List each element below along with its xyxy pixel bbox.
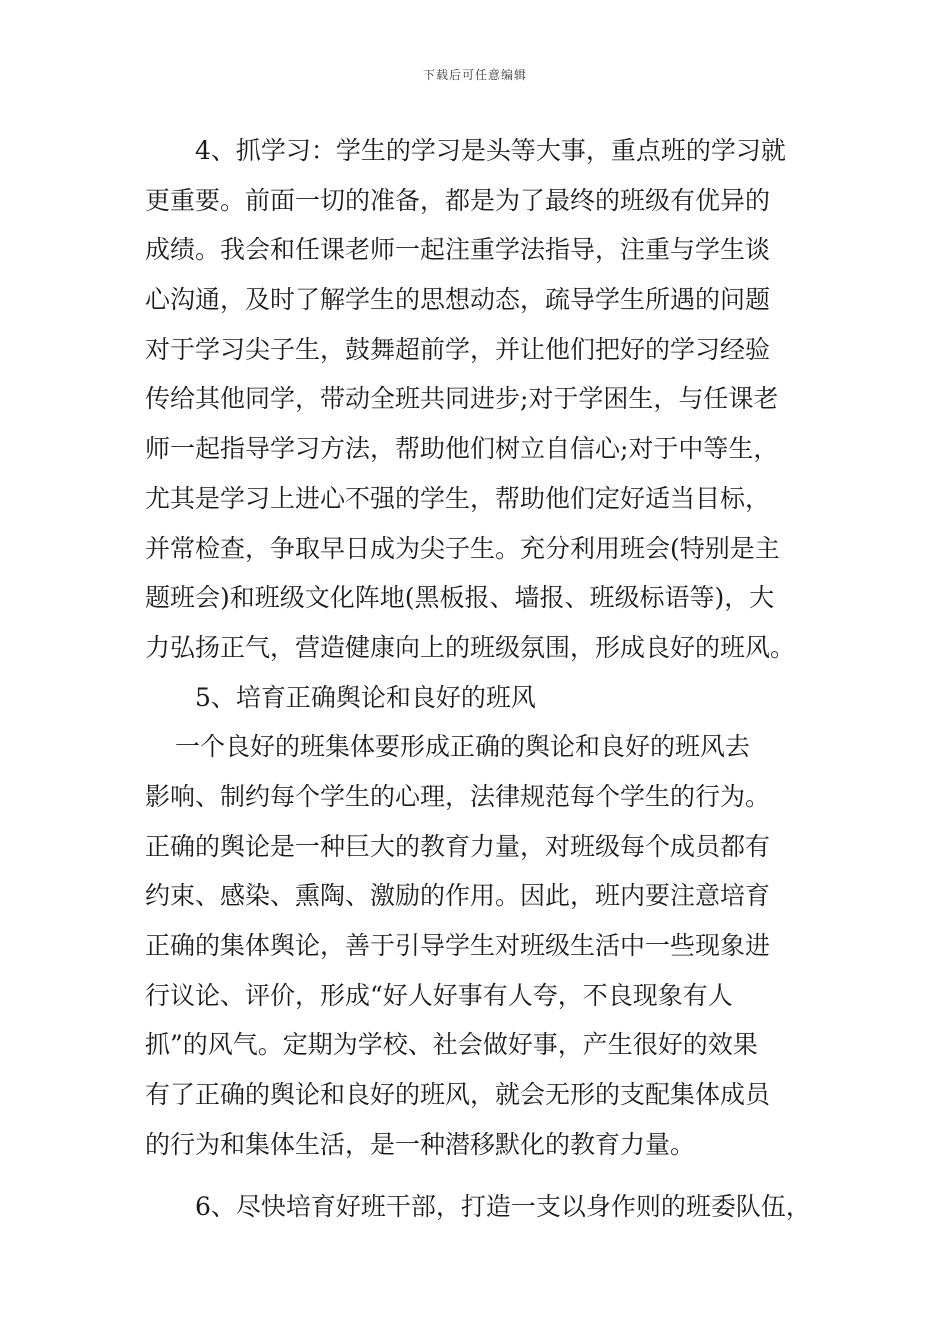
text-line: 心沟通，及时了解学生的思想动态，疏导学生所遇的问题 [145,285,771,315]
text-line: 传给其他同学，带动全班共同进步;对于学困生，与任课老 [145,384,779,414]
text-line: 更重要。前面一切的准备，都是为了最终的班级有优异的 [145,185,771,215]
text-line: 尤其是学习上进心不强的学生，帮助他们定好适当目标， [145,483,771,513]
section-heading-6: 6、尽快培育好班干部，打造一支以身作则的班委队伍， [195,1192,811,1222]
text-line: 成绩。我会和任课老师一起注重学法指导，注重与学生谈 [145,235,771,265]
text-line: 的行为和集体生活，是一种潜移默化的教育力量。 [145,1129,696,1159]
page-header: 下载后可任意编辑 [422,68,527,82]
text-line: 影响、制约每个学生的心理，法律规范每个学生的行为。 [145,781,771,811]
text-line: 行议论、评价，形成“好人好事有人夸，不良现象有人 [145,980,733,1010]
paragraph-spacer [145,1169,835,1182]
text-line: 师一起指导学习方法，帮助他们树立自信心;对于中等生， [145,434,779,464]
section-heading-5: 5、培育正确舆论和良好的班风 [195,682,536,712]
text-line: 4、抓学习：学生的学习是头等大事，重点班的学习就 [195,136,786,165]
text-line: 对于学习尖子生，鼓舞超前学，并让他们把好的学习经验 [145,334,771,364]
text-line: 正确的集体舆论，善于引导学生对班级生活中一些现象进 [145,931,771,960]
text-line: 有了正确的舆论和良好的班风，就会无形的支配集体成员 [145,1080,771,1110]
text-line: 并常检查，争取早日成为尖子生。充分利用班会(特别是主 [145,533,780,563]
text-line: 题班会)和班级文化阵地(黑板报、墙报、班级标语等)，大 [145,583,775,613]
text-line: 正确的舆论是一种巨大的教育力量，对班级每个成员都有 [145,831,771,861]
text-line: 抓”的风气。定期为学校、社会做好事，产生很好的效果 [145,1030,758,1060]
text-line: 约束、感染、熏陶、激励的作用。因此，班内要注意培育 [145,881,771,911]
text-line: 一个良好的班集体要形成正确的舆论和良好的班风去 [175,732,751,762]
paragraph-5 [145,722,835,1169]
document-body [145,126,835,1232]
text-line: 力弘扬正气，营造健康向上的班级氛围，形成良好的班风。 [145,632,796,662]
paragraph-4 [145,126,835,673]
